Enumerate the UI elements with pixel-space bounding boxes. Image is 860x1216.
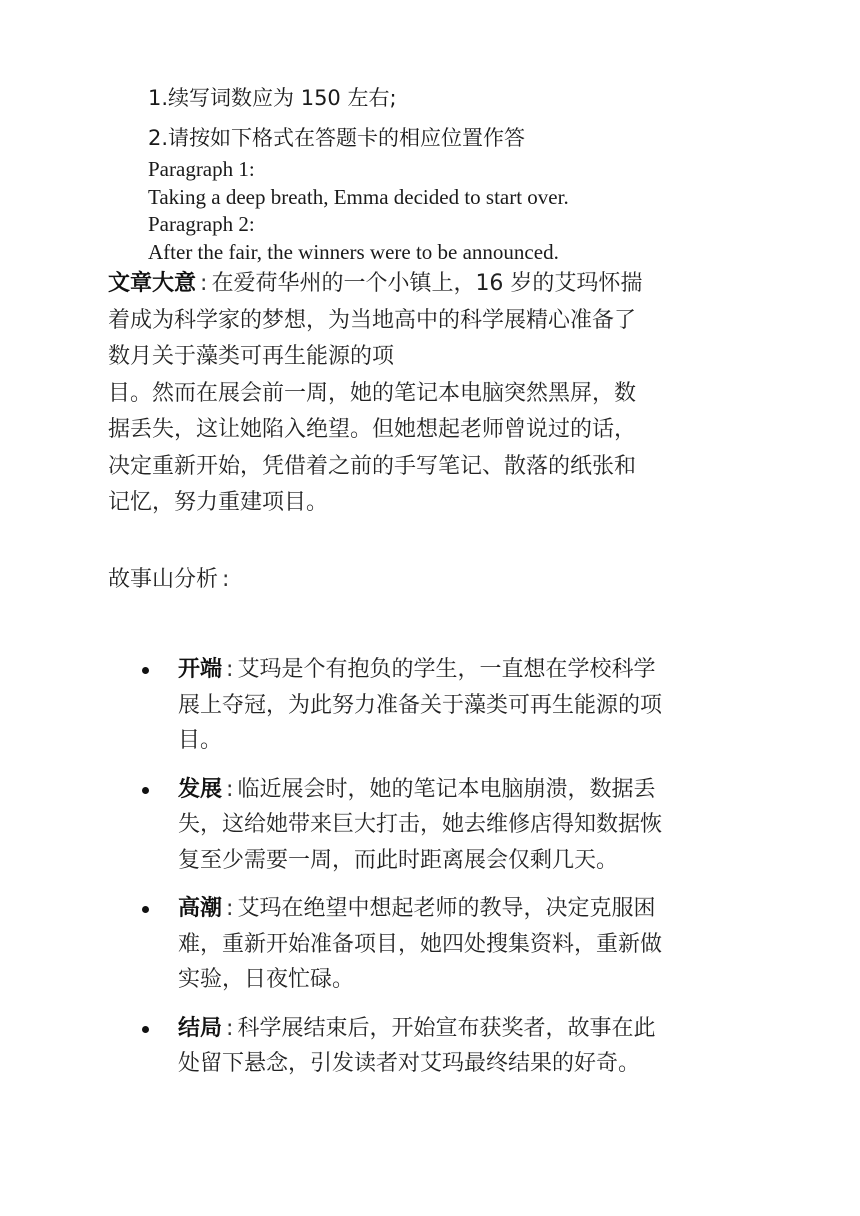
format-paragraph-1-label: Paragraph 1: [148,157,255,181]
climax-text: 实验，日夜忙碌。 [178,967,355,992]
bullet-dot-icon [142,667,149,674]
format-paragraph-2-label: Paragraph 2: [148,212,255,236]
summary-line: 决定重新开始，凭借着之前的手写笔记、散落的纸张和 [108,453,637,479]
beginning-text: 目。 [178,728,223,753]
bullet-dot-icon [142,906,149,913]
story-heading-text: 故事山分析 [108,567,219,592]
development-text: 复至少需要一周，而此时距离展会仅剩几天。 [178,847,619,873]
ending-text: 科学展结束后，开始宣布获奖者，故事在此 [237,1015,656,1041]
summary-line: 记忆，努力重建项目。 [108,490,329,515]
climax-text: 艾玛在绝望中想起老师的教导，决定克服困 [237,896,656,921]
story-mountain-heading [108,562,233,598]
format-paragraph-2-opening: After the fair, the winners were to be announced. [148,239,559,264]
list-item-development: 发展 : 临近展会时，她的笔记本电脑崩溃，数据丢 失，这给她带来巨大打击，她去维修店得知数据恢 复至少需要一周，而此时距离展会仅剩几天。 [108,772,768,879]
summary-line: 数月关于藻类可再生能源的项 [108,344,395,369]
summary-line: 目。然而在展会前一周，她的笔记本电脑突然黑屏，数 [108,380,637,406]
development-text: 失，这给她带来巨大打击，她去维修店得知数据恢 [178,812,663,837]
ending-text: 处留下悬念，引发读者对艾玛最终结果的好奇。 [178,1051,641,1076]
list-item-ending: 结局 : 科学展结束后，开始宣布获奖者，故事在此 处留下悬念，引发读者对艾玛最终结果的好奇。 [108,1011,768,1082]
ending-label: 结局 [178,1015,223,1041]
beginning-text: 展上夺冠，为此努力准备关于藻类可再生能源的项 [178,692,663,718]
beginning-text: 艾玛是个有抱负的学生，一直想在学校科学 [237,657,656,682]
story-mountain-list [108,652,768,1095]
story-heading-colon: : [222,567,230,592]
climax-text: 难，重新开始准备项目，她四处搜集资料，重新做 [178,931,663,957]
development-label: 发展 [178,776,223,802]
requirement-word-count: 1.续写词数应为 150 左右; [148,86,397,110]
beginning-label: 开端 [178,657,223,682]
development-text: 临近展会时，她的笔记本电脑崩溃，数据丢 [237,776,656,802]
summary-line: 据丢失，这让她陷入绝望。但她想起老师曾说过的话， [108,417,637,442]
bullet-dot-icon [142,1026,149,1033]
summary-line: 着成为科学家的梦想，为当地高中的科学展精心准备了 [108,307,637,333]
summary-label: 文章大意 [108,271,197,296]
answer-format-block [148,156,569,266]
requirement-answer-format: 2.请按如下格式在答题卡的相应位置作答 [148,126,526,150]
list-item-climax: 高潮 : 艾玛在绝望中想起老师的教导，决定克服困 难，重新开始准备项目，她四处搜集资料，重新做 实验，日夜忙碌。 [108,891,768,998]
article-summary [108,266,748,522]
summary-colon: : [200,271,208,296]
list-item-beginning: 开端 : 艾玛是个有抱负的学生，一直想在学校科学 展上夺冠，为此努力准备关于藻类可再生能源的项 目。 [108,652,768,759]
bullet-dot-icon [142,787,149,794]
summary-line: 在爱荷华州的一个小镇上，16 岁的艾玛怀揣 [211,271,643,296]
format-paragraph-1-opening: Taking a deep breath, Emma decided to start over. [148,184,569,209]
climax-label: 高潮 [178,896,223,921]
